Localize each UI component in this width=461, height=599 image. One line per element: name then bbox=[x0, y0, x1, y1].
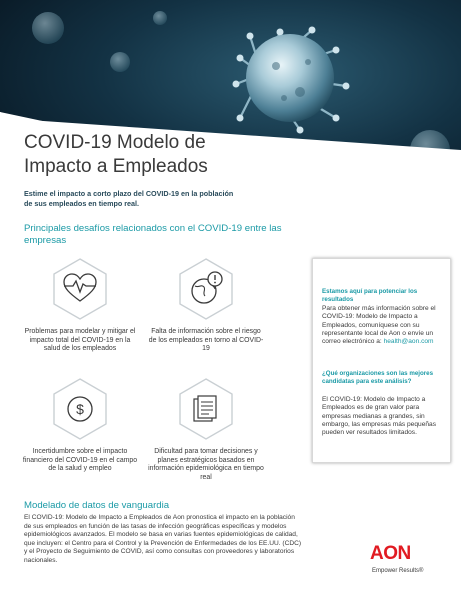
sidebar-text-1 bbox=[322, 305, 446, 346]
challenge-caption-3: Incertidumbre sobre el impacto financiero del COVID-19 en el campo de la salud y empleo bbox=[22, 448, 138, 473]
intro-text: Estime el impacto a corto plazo del COVID-19 en la población de sus empleados en tiempo real. bbox=[24, 189, 234, 208]
email-link[interactable]: health@aon.com bbox=[383, 338, 434, 346]
page-title bbox=[24, 131, 284, 179]
dollar-coin-icon bbox=[51, 377, 109, 441]
challenges-heading: Principales desafíos relacionados con el COVID-19 entre las empresas bbox=[24, 223, 282, 246]
heart-monitor-icon bbox=[51, 257, 109, 321]
contact-sidebar bbox=[312, 258, 451, 463]
title-line-2: Impacto a Empleados bbox=[24, 156, 208, 177]
sidebar-heading-2: ¿Qué organizaciones son las mejores candidatas para este análisis? bbox=[322, 370, 434, 385]
sidebar-heading-1: Estamos aquí para potenciar los resultados bbox=[322, 288, 418, 303]
model-text: El COVID-19: Modelo de Impacto a Empleados de Aon pronostica el impacto en la población de sus empleados en función de las tasas de infección geográficas específicas y modelos epidemiológicos avanzados. El modelo se basa en varias fuentes epidemiológicas de calidad, que incluyen: el Centro para el Control y la Prevención de Enfermedades de los EE.UU. (CDC) y el Proyecto de Seguimiento de COVID, así como consultas con proveedores y laboratorios nacionales. bbox=[24, 514, 302, 564]
aon-tagline: Empower Results® bbox=[372, 568, 424, 574]
model-heading: Modelado de datos de vanguardia bbox=[24, 500, 170, 511]
challenge-caption-4: Dificultad para tomar decisiones y planes estratégicos basados en información epidemiológica en tiempo real bbox=[148, 448, 264, 481]
aon-logo bbox=[370, 543, 454, 579]
title-line-1: COVID-19 Modelo de bbox=[24, 132, 206, 153]
documents-icon bbox=[177, 377, 235, 441]
sidebar-contact-text: Para obtener más información sobre el COVID-19: Modelo de Impacto a Empleados, comuníquese con su representante local de Aon o envíe un correo electrónico a: bbox=[322, 305, 436, 346]
challenge-caption-1: Problemas para modelar y mitigar el impacto total del COVID-19 en la salud de los empleados bbox=[24, 328, 136, 353]
challenge-caption-2: Falta de información sobre el riesgo de los empleados en torno al COVID-19 bbox=[148, 328, 264, 353]
globe-alert-icon bbox=[177, 257, 235, 321]
svg-text:$: $ bbox=[76, 401, 84, 417]
sidebar-text-2: El COVID-19: Modelo de Impacto a Empleados es de gran valor para empresas medianas a grandes, sin embargo, las empresas más pequeñas pueden ver resultados limitados. bbox=[322, 396, 436, 437]
aon-wordmark: AON bbox=[370, 543, 411, 564]
